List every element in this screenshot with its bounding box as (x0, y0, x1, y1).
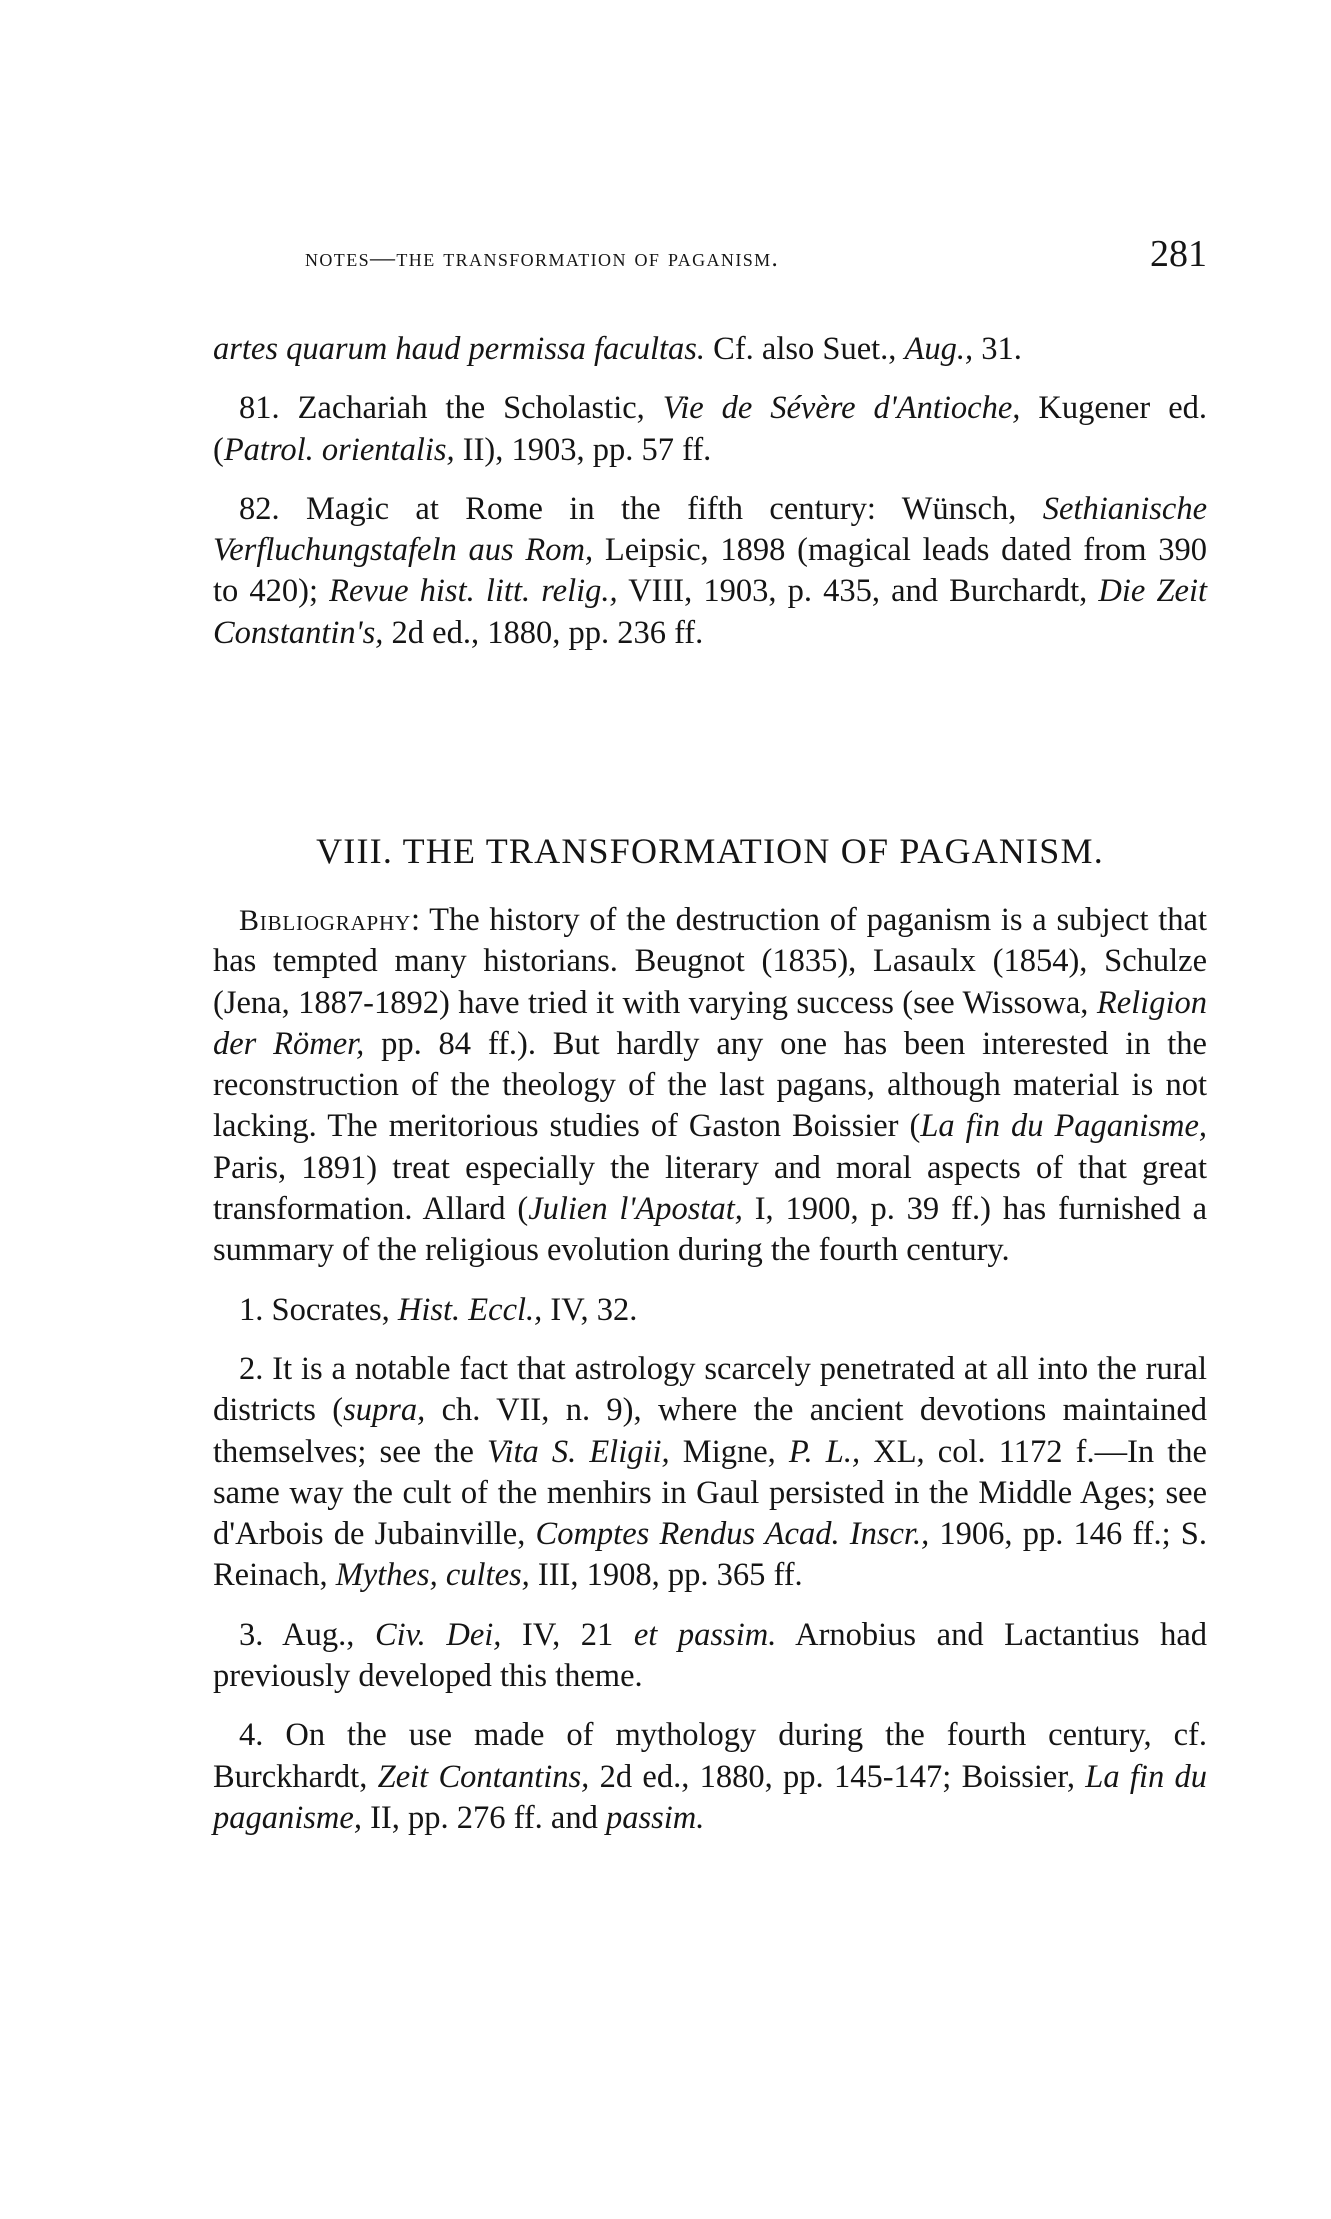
text-run: Migne, (669, 1433, 789, 1470)
note-continuation (213, 329, 1207, 370)
text-run: IV, 32. (542, 1291, 638, 1328)
text-run: 3. Aug., (239, 1616, 375, 1653)
text-run: Kugener ed. ( (213, 390, 1207, 468)
note-2 (213, 1349, 1207, 1597)
text-run: VIII, 1903, p. 435, and Burchardt, (617, 573, 1099, 610)
italic-run: Civ. Dei, (374, 1616, 502, 1653)
text-run: 2d ed., 1880, pp. 145-147; Boissier, (589, 1758, 1086, 1795)
italic-run: La fin du Paganisme, (920, 1108, 1208, 1145)
italic-run: Julien l'Apostat, (528, 1191, 743, 1228)
italic-run: Zeit Contantins, (377, 1758, 590, 1795)
text-run: II), 1903, pp. 57 ff. (454, 431, 712, 468)
note-1 (213, 1290, 1207, 1331)
italic-run: Religion der Römer, (213, 984, 1207, 1062)
italic-run: Die Zeit Constantin's, (213, 573, 1207, 651)
text-run: XL, col. 1172 f.—In the same way the cult of the menhirs in Gaul persisted in the Middle Ages; see d'Arbois de Jubainville, (213, 1433, 1207, 1553)
italic-run: supra, (343, 1392, 426, 1429)
italic-run: Hist. Eccl., (397, 1291, 543, 1328)
page-number: 281 (1150, 233, 1207, 275)
italic-run: Revue hist. litt. relig., (329, 573, 618, 610)
text-run: Cf. also Suet., (705, 331, 905, 367)
italic-run: Vie de Sévère d'Antioche, (662, 390, 1021, 427)
text-run: pp. 84 ff.). But hardly any one has been interested in the reconstruction of the theology of the last pagans, although material is not lacking. The meritorious studies of Gaston Boissier ( (213, 1025, 1207, 1145)
text-run: 82. Magic at Rome in the fifth century: Wünsch, (239, 490, 1043, 527)
text-run: Leipsic, 1898 (magical leads dated from 390 to 420); (213, 532, 1207, 610)
note-3 (213, 1615, 1207, 1698)
note-82 (213, 489, 1207, 654)
note-4 (213, 1715, 1207, 1839)
italic-run: passim. (605, 1799, 705, 1836)
text-run: 1. Socrates, (239, 1291, 398, 1328)
text-run: II, pp. 276 ff. and (361, 1799, 606, 1836)
italic-run: artes quarum haud permissa facultas. (213, 331, 706, 367)
note-81 (213, 388, 1207, 471)
italic-run: Sethianische Verfluchungstafeln aus Rom, (213, 490, 1207, 569)
italic-run: Vita S. Eligii, (486, 1433, 670, 1470)
text-run: Paris, 1891) treat especially the literary and moral aspects of that great transformation. Allard ( (213, 1149, 1207, 1228)
italic-run: Comptes Rendus Acad. Inscr., (535, 1516, 930, 1553)
text-run: Arnobius and Lactantius had previously developed this theme. (213, 1616, 1207, 1695)
running-head: notes—the transformation of paganism. (305, 245, 780, 272)
text-run: 81. Zachariah the Scholastic, (239, 390, 663, 427)
text-run: 1906, pp. 146 ff.; S. Reinach, (213, 1516, 1207, 1594)
text-run: IV, 21 (501, 1616, 634, 1653)
text-run: 31. (973, 331, 1022, 367)
notes-top (213, 329, 1207, 654)
notes-bottom (213, 900, 1207, 1839)
text-run: I, 1900, p. 39 ff.) has furnished a summary of the religious evolution during the fourth century. (213, 1191, 1207, 1269)
page-header (305, 232, 1207, 276)
bibliography-note (213, 900, 1207, 1272)
italic-run: P. L., (788, 1433, 861, 1470)
text-run: ch. VII, n. 9), where the ancient devotions maintained themselves; see the (213, 1392, 1208, 1470)
italic-run: et passim. (633, 1616, 777, 1653)
section-title: VIII. THE TRANSFORMATION OF PAGANISM. (316, 831, 1104, 871)
small-caps-run: Bibliography (239, 904, 411, 937)
text-run: 2d ed., 1880, pp. 236 ff. (383, 614, 704, 651)
italic-run: Aug., (904, 331, 974, 367)
italic-run: La fin du paganisme, (213, 1758, 1207, 1836)
text-run: 4. On the use made of mythology during the fourth century, cf. Burckhardt, (213, 1717, 1207, 1795)
text-run: 2. It is a notable fact that astrology scarcely penetrated at all into the rural districts ( (213, 1350, 1207, 1429)
italic-run: Mythes, cultes, (335, 1557, 530, 1594)
text-run: : The history of the destruction of paganism is a subject that has tempted many historians. Beugnot (1835), Lasaulx (1854), Schulze (Jena, 1887-1892) have tried it with varying success (see Wissowa, (213, 902, 1207, 1021)
italic-run: Patrol. orientalis, (223, 431, 455, 468)
text-run: III, 1908, pp. 365 ff. (529, 1557, 803, 1594)
